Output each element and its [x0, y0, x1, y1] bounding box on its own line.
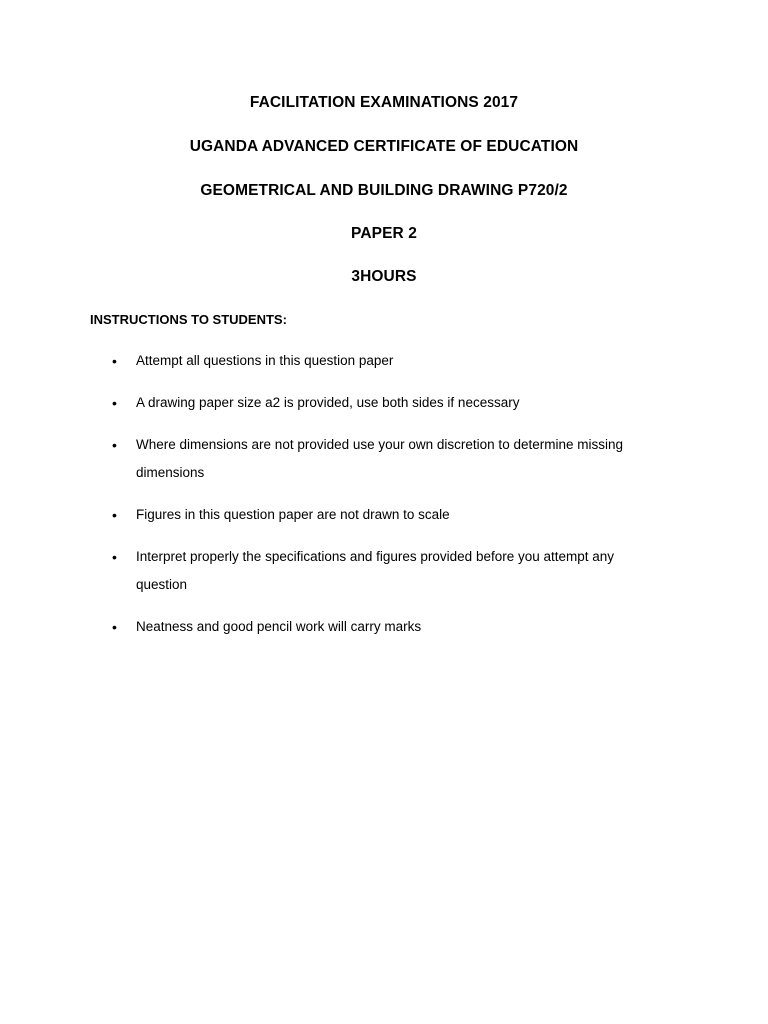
bullet-icon: •	[112, 549, 117, 565]
list-item	[0, 543, 768, 599]
instruction-text: Where dimensions are not provided use your own discretion to determine missing dimensions	[136, 437, 623, 480]
list-item	[0, 347, 768, 375]
list-item	[0, 501, 768, 529]
list-item	[0, 431, 768, 487]
instruction-text: Interpret properly the specifications and figures provided before you attempt any question	[136, 549, 615, 592]
instructions-heading: INSTRUCTIONS TO STUDENTS:	[90, 312, 287, 327]
instruction-text: Figures in this question paper are not drawn to scale	[136, 507, 450, 522]
instruction-text: Neatness and good pencil work will carry marks	[136, 619, 422, 634]
instruction-text: Attempt all questions in this question paper	[136, 353, 394, 368]
exam-duration: 3HOURS	[351, 268, 417, 285]
bullet-icon: •	[112, 507, 117, 523]
list-item	[0, 613, 768, 641]
exam-series-title: FACILITATION EXAMINATIONS 2017	[249, 94, 519, 111]
bullet-icon: •	[112, 353, 117, 369]
subject-title: GEOMETRICAL AND BUILDING DRAWING P720/2	[200, 182, 568, 199]
list-item	[0, 389, 768, 417]
instructions-list	[0, 347, 768, 655]
instruction-text: A drawing paper size a2 is provided, use both sides if necessary	[136, 395, 520, 410]
bullet-icon: •	[112, 437, 117, 453]
bullet-icon: •	[112, 619, 117, 635]
paper-number: PAPER 2	[351, 225, 417, 242]
bullet-icon: •	[112, 395, 117, 411]
certificate-title: UGANDA ADVANCED CERTIFICATE OF EDUCATION	[189, 138, 579, 155]
